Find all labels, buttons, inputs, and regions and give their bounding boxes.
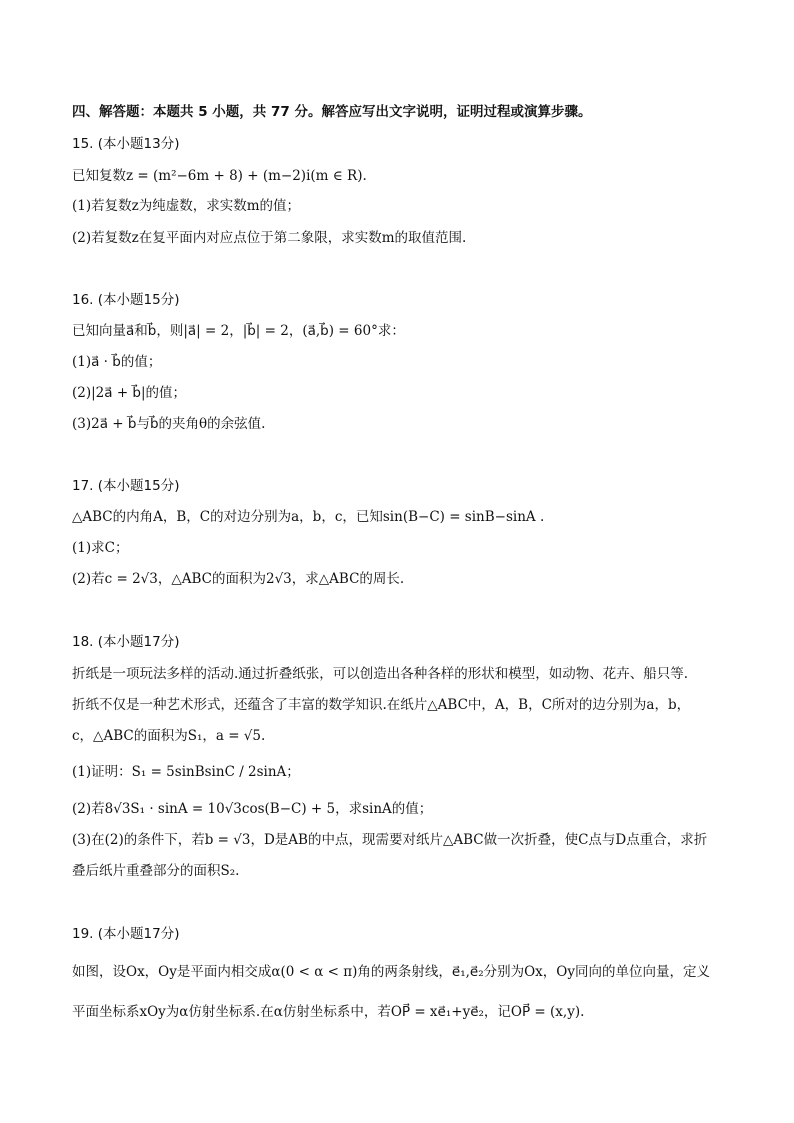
problem-16-line: (3)2a⃗ + b⃗与b⃗的夹角θ的余弦值.: [72, 416, 266, 432]
problem-17-line: △ABC的内角A，B，C的对边分别为a，b，c，已知sin(B−C) = sinB−sinA .: [72, 509, 545, 525]
problem-15-heading: 15. (本小题13分): [72, 136, 180, 152]
problem-16-heading: 16. (本小题15分): [72, 292, 180, 308]
problem-19-heading: 19. (本小题17分): [72, 926, 180, 942]
problem-18-line: c，△ABC的面积为S₁，a = √5.: [72, 728, 266, 744]
problem-18-line: (1)证明：S₁ = 5sinBsinC / 2sinA；: [72, 764, 300, 780]
problem-16-line: (2)|2a⃗ + b⃗|的值；: [72, 385, 187, 401]
problem-18-line: 折纸是一项玩法多样的活动.通过折叠纸张，可以创造出各种各样的形状和模型，如动物、花卉、船只等.: [72, 666, 689, 682]
problem-17-line: (1)求C；: [72, 540, 129, 556]
problem-16-line: 已知向量a⃗和b⃗，则|a⃗| = 2，|b⃗| = 2，(a⃗,b⃗) = 60°求：: [72, 323, 405, 339]
problem-15-line: (1)若复数z为纯虚数，求实数m的值；: [72, 198, 301, 214]
problem-15-line: 已知复数z = (m²−6m + 8) + (m−2)i(m ∈ R).: [72, 168, 367, 184]
problem-18-heading: 18. (本小题17分): [72, 634, 180, 650]
problem-19-line: 平面坐标系xOy为α仿射坐标系.在α仿射坐标系中，若OP⃗ = xe⃗₁+ye⃗₂，记OP⃗ = (x,y).: [72, 1004, 585, 1020]
problem-15-line: (2)若复数z在复平面内对应点位于第二象限，求实数m的取值范围.: [72, 230, 467, 246]
problem-19-line: 如图，设Ox，Oy是平面内相交成α(0 < α < π)角的两条射线，e⃗₁,e⃗₂分别为Ox，Oy同向的单位向量，定义: [72, 964, 710, 980]
problem-18-line: 叠后纸片重叠部分的面积S₂.: [72, 863, 240, 879]
problem-17-line: (2)若c = 2√3，△ABC的面积为2√3，求△ABC的周长.: [72, 571, 405, 587]
problem-18-line: (3)在(2)的条件下，若b = √3，D是AB的中点，现需要对纸片△ABC做一次折叠，使C点与D点重合，求折: [72, 832, 708, 848]
problem-18-line: (2)若8√3S₁ · sinA = 10√3cos(B−C) + 5，求sinA的值；: [72, 801, 433, 817]
problem-17-heading: 17. (本小题15分): [72, 478, 180, 494]
problem-16-line: (1)a⃗ · b⃗的值；: [72, 354, 162, 370]
section-header: 四、解答题：本题共 5 小题，共 77 分。解答应写出文字说明，证明过程或演算步骤。: [72, 104, 592, 120]
problem-18-line: 折纸不仅是一种艺术形式，还蕴含了丰富的数学知识.在纸片△ABC中，A，B，C所对的边分别为a，b，: [72, 697, 691, 713]
